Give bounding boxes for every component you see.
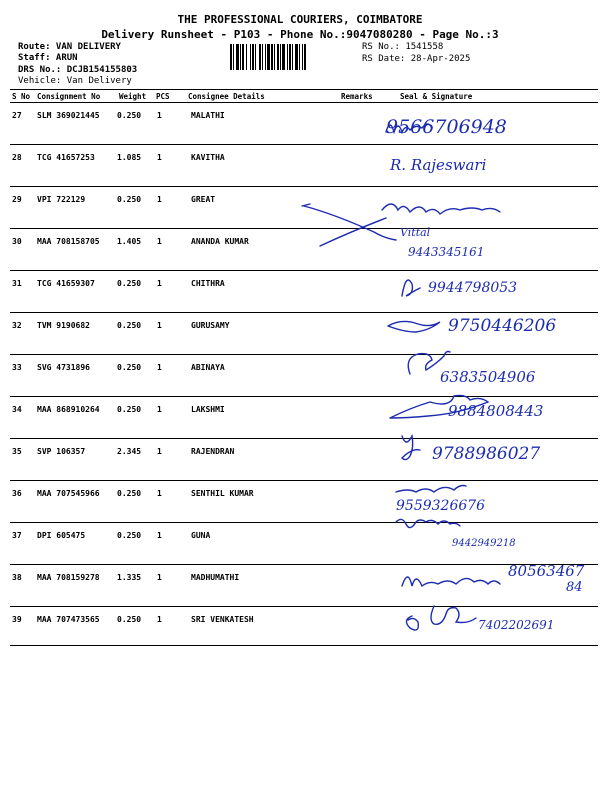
staff-label: Staff: ARUN: [18, 53, 78, 63]
signature-37: 9442949218: [452, 538, 516, 549]
signature-33: 6383504906: [440, 368, 536, 386]
company-title: THE PROFESSIONAL COURIERS, COIMBATORE: [177, 13, 423, 26]
signature-31: 9944798053: [428, 280, 518, 296]
cell-consignee: CHITHRA: [191, 279, 225, 288]
cell-consignee: GUNA: [191, 531, 211, 540]
signature-30-name: Vittal: [400, 226, 431, 239]
cell-consignee: ABINAYA: [191, 363, 225, 372]
cell-sno: 39: [12, 615, 22, 624]
cell-consignee: GURUSAMY: [191, 321, 230, 330]
signature-34: 9884808443: [448, 402, 544, 420]
cell-sno: 30: [12, 237, 22, 246]
cell-consignment: MAA 707473565: [37, 615, 100, 624]
cell-consignment: MAA 868910264: [37, 405, 100, 414]
cell-pcs: 1: [157, 195, 162, 204]
cell-consignment: MAA 708159278: [37, 573, 100, 582]
signature-32: 9750446206: [448, 316, 557, 336]
rs-number: RS No.: 1541558: [362, 42, 444, 52]
cell-sno: 36: [12, 489, 22, 498]
cell-pcs: 1: [157, 279, 162, 288]
cell-consignee: LAKSHMI: [191, 405, 225, 414]
cell-consignee: SENTHIL KUMAR: [191, 489, 254, 498]
cell-consignee: SRI VENKATESH: [191, 615, 254, 624]
vehicle-label: Vehicle: Van Delivery: [18, 76, 132, 86]
cell-pcs: 1: [157, 489, 162, 498]
cell-weight: 0.250: [117, 111, 142, 120]
cell-consignment: SLM 369021445: [37, 111, 100, 120]
col-consignee: Consignee Details: [188, 92, 265, 101]
col-remarks: Remarks: [341, 92, 373, 101]
cell-weight: 1.085: [117, 153, 142, 162]
cell-sno: 38: [12, 573, 22, 582]
signature-38-suffix: 84: [566, 580, 583, 595]
cell-sno: 28: [12, 153, 22, 162]
drs-number: DRS No.: DCJB154155803: [18, 65, 138, 75]
cell-pcs: 1: [157, 447, 162, 456]
cell-weight: 0.250: [117, 195, 142, 204]
cell-sno: 29: [12, 195, 22, 204]
signature-30-phone: 9443345161: [408, 245, 485, 259]
cell-consignment: SVG 4731896: [37, 363, 90, 372]
cell-consignment: VPI 722129: [37, 195, 86, 204]
cell-sno: 35: [12, 447, 22, 456]
cell-consignment: TVM 9190682: [37, 321, 90, 330]
cell-sno: 32: [12, 321, 22, 330]
cell-weight: 2.345: [117, 447, 142, 456]
signature-38-number: 80563467: [508, 562, 585, 580]
signature-27: 9566706948: [386, 116, 507, 138]
cell-sno: 27: [12, 111, 22, 120]
cell-weight: 0.250: [117, 489, 142, 498]
col-seal-signature: Seal & Signature: [400, 92, 473, 101]
cell-consignee: MALATHI: [191, 111, 225, 120]
route-label: Route: VAN DELIVERY: [18, 42, 121, 52]
cell-consignment: TCG 41659307: [37, 279, 95, 288]
cell-sno: 34: [12, 405, 22, 414]
cell-consignee: KAVITHA: [191, 153, 225, 162]
runsheet-subtitle: Delivery Runsheet - P103 - Phone No.:9047080280 - Page No.:3: [101, 28, 499, 41]
cell-pcs: 1: [157, 573, 162, 582]
cell-weight: 1.405: [117, 237, 142, 246]
col-sno: S No: [12, 92, 31, 101]
cell-weight: 1.335: [117, 573, 142, 582]
cell-consignee: MADHUMATHI: [191, 573, 240, 582]
cell-pcs: 1: [157, 237, 162, 246]
cell-sno: 31: [12, 279, 22, 288]
cell-weight: 0.250: [117, 321, 142, 330]
col-weight: Weight: [119, 92, 147, 101]
cell-weight: 0.250: [117, 279, 142, 288]
cell-pcs: 1: [157, 321, 162, 330]
cell-pcs: 1: [157, 405, 162, 414]
cell-weight: 0.250: [117, 615, 142, 624]
cell-consignee: RAJENDRAN: [191, 447, 235, 456]
col-pcs: PCS: [156, 92, 170, 101]
cell-pcs: 1: [157, 615, 162, 624]
cell-sno: 33: [12, 363, 22, 372]
cell-pcs: 1: [157, 363, 162, 372]
cell-pcs: 1: [157, 153, 162, 162]
cell-consignment: DPI 605475: [37, 531, 86, 540]
cell-consignment: MAA 708158705: [37, 237, 100, 246]
cell-consignee: ANANDA KUMAR: [191, 237, 249, 246]
col-consignment: Consignment No: [37, 92, 101, 101]
cell-consignee: GREAT: [191, 195, 216, 204]
cell-consignment: SVP 106357: [37, 447, 86, 456]
cell-sno: 37: [12, 531, 22, 540]
cell-pcs: 1: [157, 111, 162, 120]
cell-consignment: MAA 707545966: [37, 489, 100, 498]
signature-39: 7402202691: [478, 618, 555, 632]
cell-weight: 0.250: [117, 531, 142, 540]
signature-35: 9788986027: [432, 444, 541, 464]
signature-36: 9559326676: [396, 498, 486, 514]
cell-weight: 0.250: [117, 405, 142, 414]
cell-pcs: 1: [157, 531, 162, 540]
rs-date: RS Date: 28-Apr-2025: [362, 54, 471, 64]
cell-weight: 0.250: [117, 363, 142, 372]
cell-consignment: TCG 41657253: [37, 153, 95, 162]
signature-28: R. Rajeswari: [390, 156, 487, 174]
